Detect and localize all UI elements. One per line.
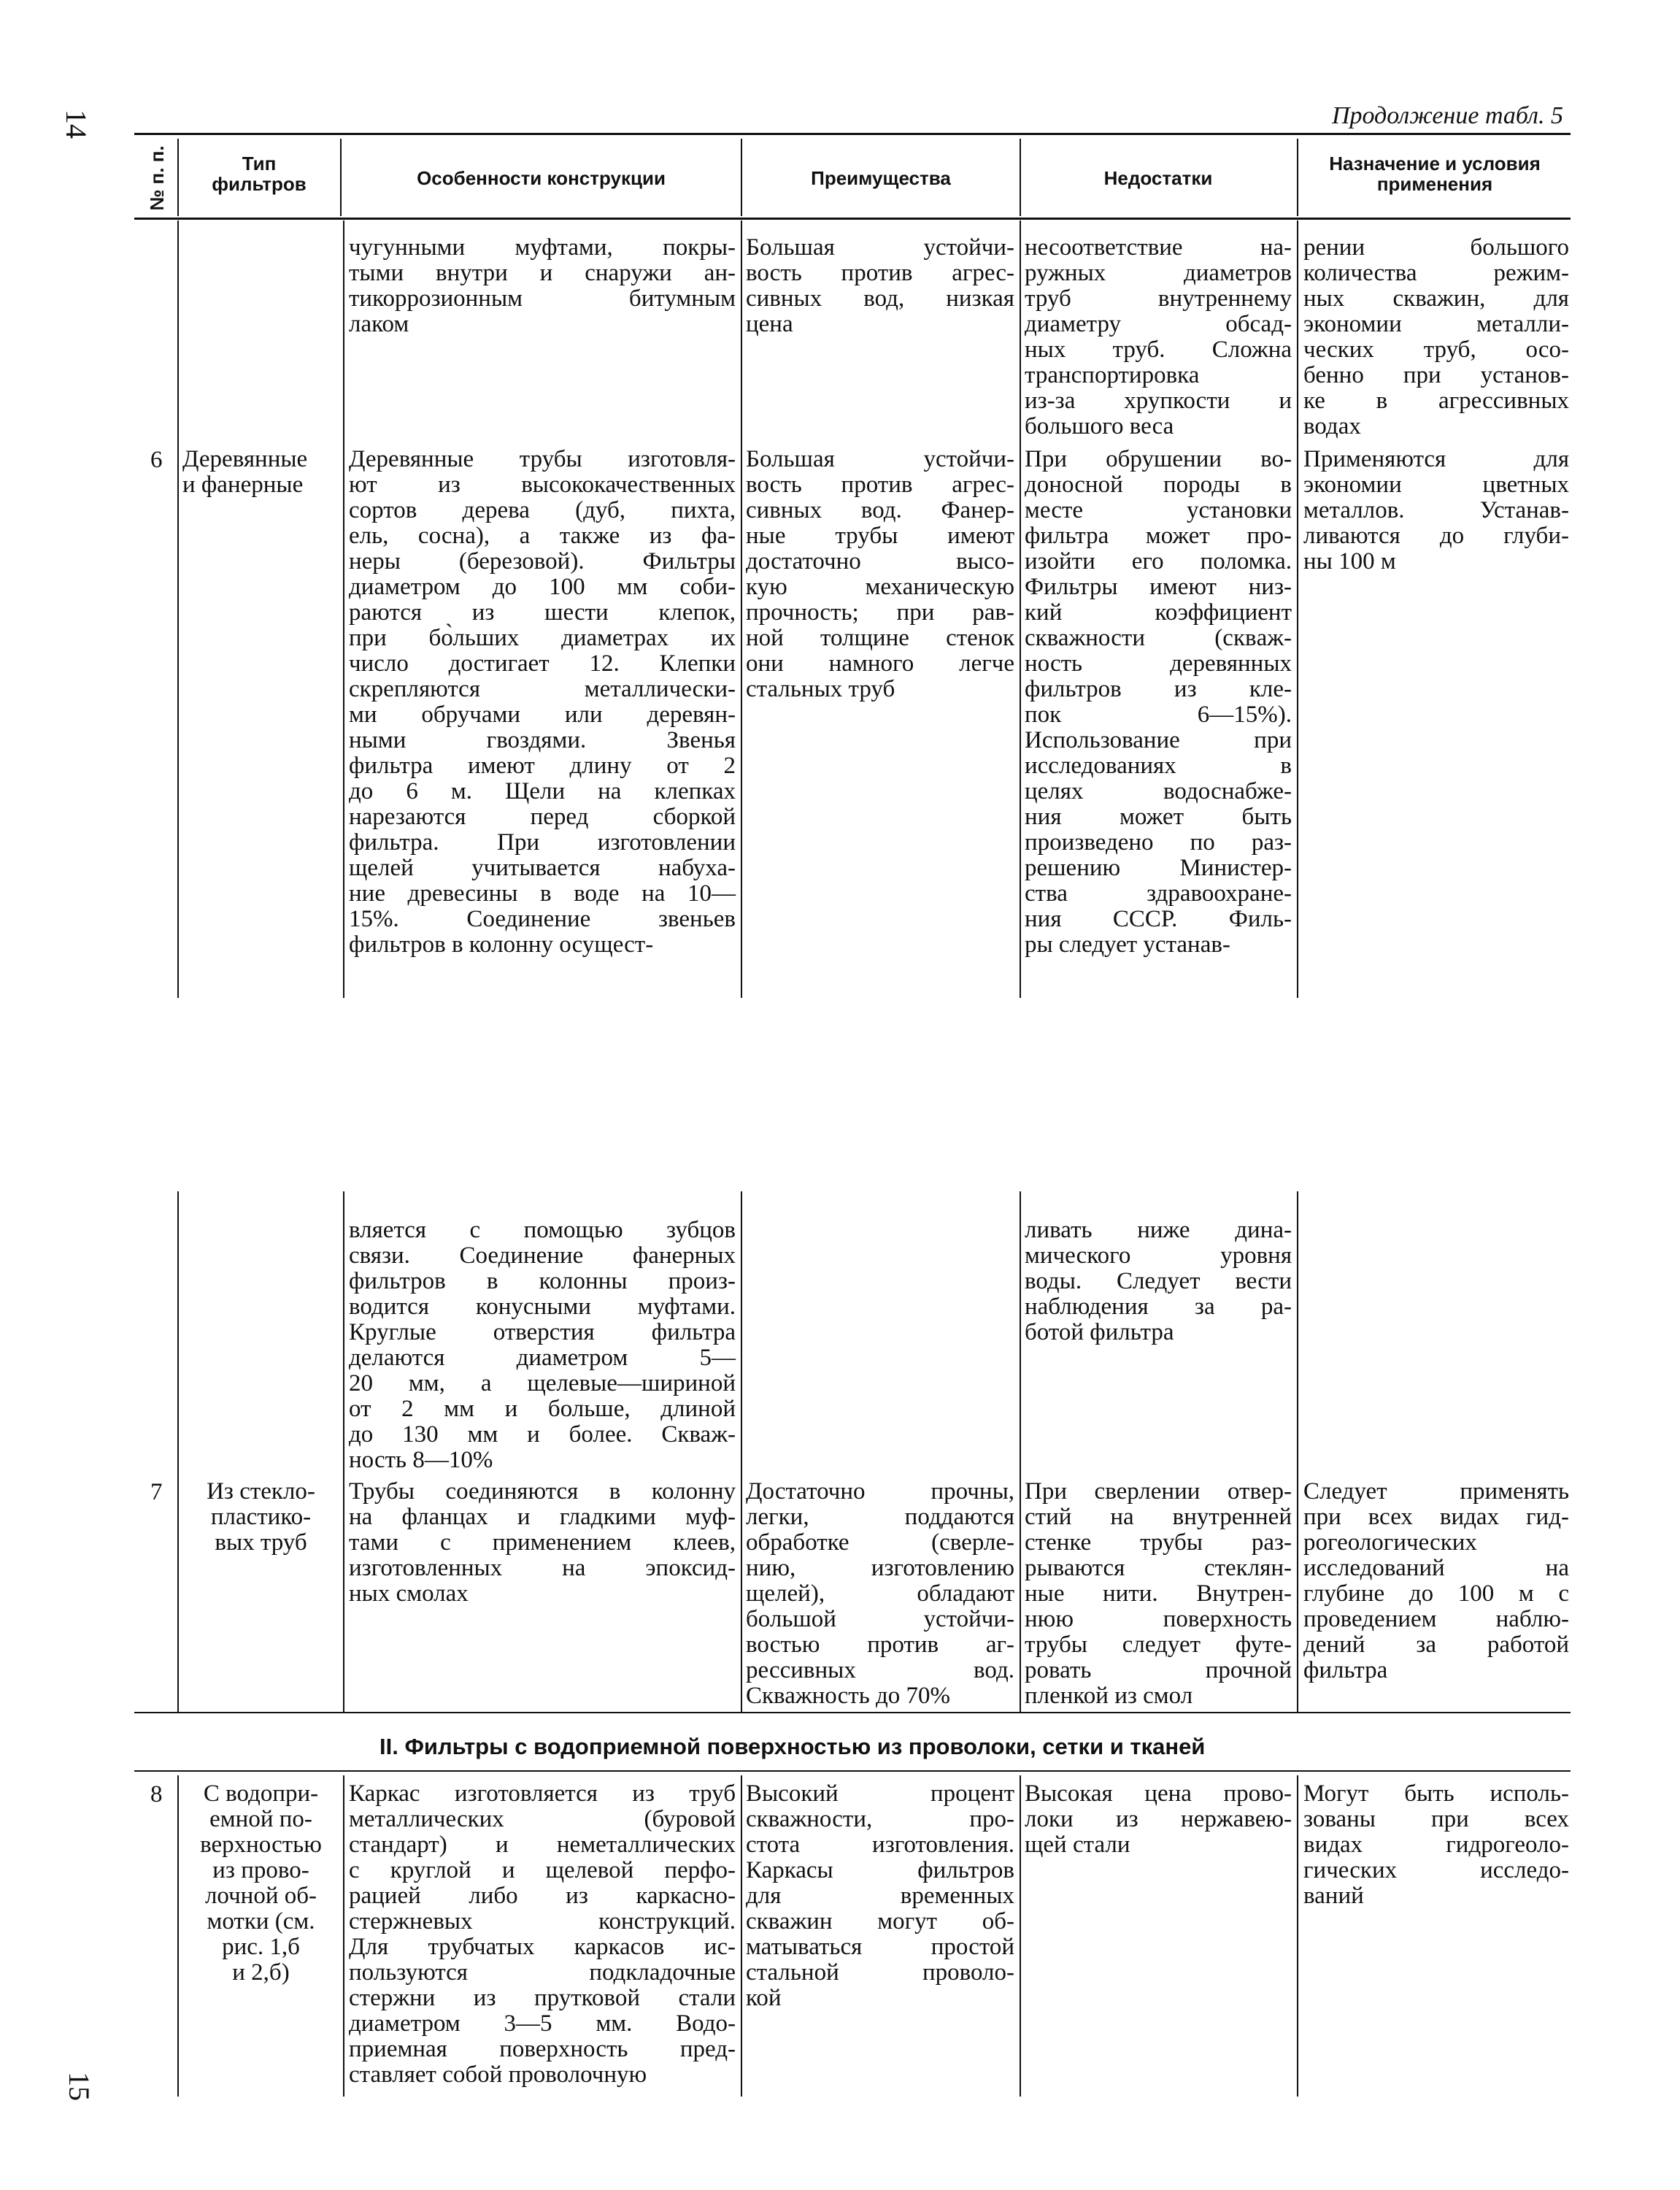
- cell-line: ны 100 м: [1303, 548, 1396, 575]
- cell-line: дений за работой: [1303, 1632, 1569, 1658]
- cell-line: экономии цветных: [1303, 472, 1569, 498]
- cell-line: ливаются до глуби-: [1303, 523, 1569, 549]
- cell-line: Достаточно прочны,: [746, 1478, 1014, 1505]
- cell-line: металлических (буровой: [349, 1806, 736, 1832]
- cell-line: приемная поверхность пред-: [349, 2036, 736, 2062]
- cell-line: ства здравоохране-: [1025, 880, 1292, 907]
- cell-line: фильтра: [1303, 1657, 1388, 1683]
- cell-line: цена: [746, 311, 793, 337]
- cell-line: щелей учитывается набуха-: [349, 855, 736, 881]
- row7-features: [349, 1479, 736, 1607]
- header-divider: [340, 139, 342, 216]
- cell-line: диаметром 3—5 мм. Водо-: [349, 2010, 736, 2037]
- cell-line: ель, сосна), а также из фа-: [349, 523, 736, 549]
- cell-line: при всех видах гид-: [1303, 1504, 1569, 1530]
- cell-line: стий на внутренней: [1025, 1504, 1292, 1530]
- cell-line: ными гвоздями. Звенья: [349, 727, 736, 753]
- cell-line: При сверлении отвер-: [1025, 1478, 1292, 1505]
- header-type-text: Тип фильтров: [212, 153, 307, 195]
- cell-line: ют из высококачественных: [349, 472, 736, 498]
- cell-line: скважности, про-: [746, 1806, 1014, 1832]
- col-line: [741, 1191, 742, 1713]
- cell-line: Скважность до 70%: [746, 1683, 951, 1709]
- cell-line: рогеологических: [1303, 1529, 1477, 1556]
- cell-line: кой: [746, 1985, 782, 2011]
- cell-line: вость против агрес-: [746, 260, 1014, 286]
- cell-line: Большая устойчи-: [746, 234, 1014, 261]
- cell-line: количества режим-: [1303, 260, 1569, 286]
- cell-line: зованы при всех: [1303, 1806, 1569, 1832]
- cell-line: ной толщине стенок: [746, 625, 1014, 651]
- cell-line: при бо̀льших диаметрах их: [349, 625, 736, 651]
- cell-line: ные нити. Внутрен-: [1025, 1580, 1292, 1607]
- cell-line: раются из шести клепок,: [349, 599, 736, 626]
- cell-line: рацией либо из каркасно-: [349, 1883, 736, 1909]
- cell-line: рессивных вод.: [746, 1657, 1014, 1683]
- cell-line: изойти его поломка.: [1025, 548, 1292, 575]
- cell-line: чугунными муфтами, покры-: [349, 234, 736, 261]
- cell-line: доносной породы в: [1025, 472, 1292, 498]
- cell-line: металлов. Устанав-: [1303, 497, 1569, 523]
- cell-line: большого веса: [1025, 413, 1174, 439]
- cell-line: водится конусными муфтами.: [349, 1294, 736, 1320]
- cell-line: Высокий процент: [746, 1780, 1014, 1807]
- cell-line: бенно при установ-: [1303, 362, 1569, 388]
- col-line: [343, 1191, 344, 1713]
- cell-line: ливать ниже дина-: [1025, 1217, 1292, 1243]
- col-line: [1020, 1775, 1021, 2097]
- cell-line: труб внутреннему: [1025, 285, 1292, 312]
- col-line: [1020, 220, 1021, 998]
- row6-number: 6: [150, 447, 163, 473]
- cell-line: изготовленных на эпоксид-: [349, 1555, 736, 1581]
- row6-type: [182, 447, 339, 498]
- cell-line: Каркас изготовляется из труб: [349, 1780, 736, 1807]
- header-features: Особенности конструкции: [417, 167, 666, 189]
- col-line: [741, 220, 742, 998]
- cell-line: целях водоснабже-: [1025, 778, 1292, 804]
- block2-features: [349, 1218, 736, 1473]
- block2-disadvantages: [1025, 1218, 1292, 1345]
- cell-line: 15%. Соединение звеньев: [349, 906, 736, 932]
- header-divider: [741, 139, 742, 216]
- cell-line: кую механическую: [746, 574, 1014, 600]
- row8-number: 8: [150, 1781, 163, 1807]
- section-bottom-rule: [134, 1712, 1571, 1713]
- header-num: № п. п.: [146, 145, 168, 211]
- cell-line: мотки (см.: [207, 1908, 315, 1934]
- cell-line: диаметром до 100 мм соби-: [349, 574, 736, 600]
- block1-disadvantages: [1025, 235, 1292, 439]
- cell-line: достаточно высо-: [746, 548, 1014, 575]
- col-line: [177, 1775, 179, 2097]
- cell-line: нюю поверхность: [1025, 1606, 1292, 1632]
- cell-line: ние древесины в воде на 10—: [349, 880, 736, 907]
- cell-line: Каркасы фильтров: [746, 1857, 1014, 1883]
- cell-line: Высокая цена прово-: [1025, 1780, 1292, 1807]
- row8-features: [349, 1781, 736, 2088]
- header-bottom-rule: [134, 218, 1571, 220]
- header-top-rule: [134, 133, 1571, 135]
- cell-line: матываться простой: [746, 1934, 1014, 1960]
- cell-line: глубине до 100 м с: [1303, 1580, 1569, 1607]
- col-line: [1297, 1191, 1298, 1713]
- cell-line: ния может быть: [1025, 804, 1292, 830]
- cell-line: Из стекло-: [207, 1478, 315, 1505]
- cell-line: ми обручами или деревян-: [349, 702, 736, 728]
- cell-line: Использование при: [1025, 727, 1292, 753]
- cell-line: Круглые отверстия фильтра: [349, 1319, 736, 1345]
- cell-line: стальной проволо-: [746, 1959, 1014, 1986]
- row7-number: 7: [150, 1479, 163, 1505]
- cell-line: решению Министер-: [1025, 855, 1292, 881]
- cell-line: ке в агрессивных: [1303, 388, 1569, 414]
- cell-line: локи из нержавею-: [1025, 1806, 1292, 1832]
- cell-line: тыми внутри и снаружи ан-: [349, 260, 736, 286]
- cell-line: ровать прочной: [1025, 1657, 1292, 1683]
- section-top-rule: [134, 1770, 1571, 1772]
- cell-line: ность деревянных: [1025, 650, 1292, 677]
- cell-line: При обрушении во-: [1025, 446, 1292, 472]
- cell-line: ружных диаметров: [1025, 260, 1292, 286]
- cell-line: рываются стеклян-: [1025, 1555, 1292, 1581]
- cell-line: лочной об-: [204, 1883, 317, 1909]
- cell-line: Следует применять: [1303, 1478, 1569, 1505]
- col-line: [343, 1775, 344, 2097]
- col-line: [177, 1191, 179, 1713]
- cell-line: произведено по раз-: [1025, 829, 1292, 856]
- cell-line: нарезаются перед сборкой: [349, 804, 736, 830]
- col-line: [177, 220, 179, 998]
- col-line: [343, 220, 344, 998]
- cell-line: С водопри-: [203, 1780, 319, 1807]
- cell-line: легки, поддаются: [746, 1504, 1014, 1530]
- cell-line: тикоррозионным битумным: [349, 285, 736, 312]
- cell-line: связи. Соединение фанерных: [349, 1242, 736, 1269]
- cell-line: и фанерные: [182, 472, 304, 498]
- row7-disadvantages: [1025, 1479, 1292, 1709]
- cell-line: и 2,б): [232, 1959, 290, 1986]
- cell-line: транспортировка: [1025, 362, 1200, 388]
- cell-line: из прово-: [212, 1857, 309, 1883]
- cell-line: скважности (сквaж-: [1025, 625, 1292, 651]
- cell-line: от 2 мм и больше, длиной: [349, 1396, 736, 1422]
- cell-line: ных труб. Сложна: [1025, 337, 1292, 363]
- cell-line: трубы следует футе-: [1025, 1632, 1292, 1658]
- header-divider: [1020, 139, 1021, 216]
- header-advantages: Преимущества: [811, 167, 951, 189]
- cell-line: исследованиях в: [1025, 753, 1292, 779]
- cell-line: фильтра может про-: [1025, 523, 1292, 549]
- cell-line: стержневых конструкций.: [349, 1908, 736, 1934]
- cell-line: нию, изготовлению: [746, 1555, 1014, 1581]
- cell-line: щелей), обладают: [746, 1580, 1014, 1607]
- block1-purpose: [1303, 235, 1569, 439]
- cell-line: стенке трубы раз-: [1025, 1529, 1292, 1556]
- row8-disadvantages: [1025, 1781, 1292, 1858]
- cell-line: стальных труб: [746, 676, 895, 702]
- col-line: [741, 1775, 742, 2097]
- cell-line: водах: [1303, 413, 1361, 439]
- cell-line: стержни из прутковой стали: [349, 1985, 736, 2011]
- cell-line: ставляет собой проволочную: [349, 2062, 647, 2088]
- cell-line: до 6 м. Щели на клепках: [349, 778, 736, 804]
- cell-line: щей стали: [1025, 1832, 1130, 1858]
- cell-line: Деревянные трубы изготовля-: [349, 446, 736, 472]
- cell-line: они намного легче: [746, 650, 1014, 677]
- cell-line: несоответствие на-: [1025, 234, 1292, 261]
- cell-line: тами с применением клеев,: [349, 1529, 736, 1556]
- row8-purpose: [1303, 1781, 1569, 1909]
- cell-line: ры следует устанав-: [1025, 931, 1230, 958]
- header-divider: [177, 139, 179, 216]
- cell-line: ния СССР. Филь-: [1025, 906, 1292, 932]
- col-line: [1020, 1191, 1021, 1713]
- cell-line: для временных: [746, 1883, 1014, 1909]
- cell-line: пленкой из смол: [1025, 1683, 1193, 1709]
- cell-line: вляется с помощью зубцов: [349, 1217, 736, 1243]
- row6-advantages: [746, 447, 1014, 702]
- header-type: [182, 153, 336, 194]
- cell-line: фильтров в колонны произ-: [349, 1268, 736, 1294]
- cell-line: сивных вод, низкая: [746, 285, 1014, 312]
- cell-line: Для трубчатых каркасов ис-: [349, 1934, 736, 1960]
- row8-type: [182, 1781, 339, 1986]
- row6-purpose: [1303, 447, 1569, 575]
- cell-line: экономии металли-: [1303, 311, 1569, 337]
- cell-line: 20 мм, а щелевые—шириной: [349, 1370, 736, 1396]
- cell-line: неры (березовой). Фильтры: [349, 548, 736, 575]
- cell-line: ческих труб, осо-: [1303, 337, 1569, 363]
- cell-line: Фильтры имеют низ-: [1025, 574, 1292, 600]
- cell-line: ных смолах: [349, 1580, 469, 1607]
- cell-line: ботой фильтра: [1025, 1319, 1174, 1345]
- cell-line: видах гидрогеоло-: [1303, 1832, 1569, 1858]
- cell-line: скважин могут об-: [746, 1908, 1014, 1934]
- cell-line: рис. 1,б: [222, 1934, 300, 1960]
- cell-line: вость против агрес-: [746, 472, 1014, 498]
- cell-line: число достигает 12. Клепки: [349, 650, 736, 677]
- row7-purpose: [1303, 1479, 1569, 1683]
- block1-features: [349, 235, 736, 337]
- row7-advantages: [746, 1479, 1014, 1709]
- cell-line: ность 8—10%: [349, 1447, 493, 1473]
- cell-line: мического уровня: [1025, 1242, 1292, 1269]
- cell-line: лаком: [349, 311, 409, 337]
- cell-line: делаются диаметром 5—: [349, 1345, 736, 1371]
- page-number-bottom: 15: [63, 2072, 96, 2101]
- section-title: II. Фильтры с водоприемной поверхностью из проволоки, сетки и тканей: [379, 1734, 1206, 1759]
- cell-line: месте установки: [1025, 497, 1292, 523]
- cell-line: рении большого: [1303, 234, 1569, 261]
- cell-line: наблюдения за ра-: [1025, 1294, 1292, 1320]
- cell-line: стандарт) и неметаллических: [349, 1832, 736, 1858]
- cell-line: сивных вод. Фанер-: [746, 497, 1014, 523]
- cell-line: ных скважин, для: [1303, 285, 1569, 312]
- cell-line: фильтра. При изготовлении: [349, 829, 736, 856]
- cell-line: на фланцах и гладкими муф-: [349, 1504, 736, 1530]
- row7-type: [182, 1479, 339, 1556]
- cell-line: с круглой и щелевой перфо-: [349, 1857, 736, 1883]
- header-disadvantages: Недостатки: [1103, 167, 1213, 189]
- cell-line: Деревянные: [182, 446, 308, 472]
- cell-line: фильтров из кле-: [1025, 676, 1292, 702]
- cell-line: до 130 мм и более. Скваж-: [349, 1421, 736, 1448]
- cell-line: Могут быть исполь-: [1303, 1780, 1569, 1807]
- header-divider: [1297, 139, 1298, 216]
- cell-line: емной по-: [209, 1806, 312, 1832]
- row6-disadvantages: [1025, 447, 1292, 958]
- cell-line: кий коэффициент: [1025, 599, 1292, 626]
- cell-line: Применяются для: [1303, 446, 1569, 472]
- page-number-left: 14: [60, 110, 93, 139]
- cell-line: Трубы соединяются в колонну: [349, 1478, 736, 1505]
- cell-line: гических исследо-: [1303, 1857, 1569, 1883]
- row8-advantages: [746, 1781, 1014, 2011]
- cell-line: вых труб: [215, 1529, 307, 1556]
- cell-line: сортов дерева (дуб, пихта,: [349, 497, 736, 523]
- cell-line: ные трубы имеют: [746, 523, 1014, 549]
- continuation-caption: Продолжение табл. 5: [1331, 102, 1563, 129]
- cell-line: воды. Следует вести: [1025, 1268, 1292, 1294]
- cell-line: обработке (сверле-: [746, 1529, 1014, 1556]
- cell-line: скрепляются металлически-: [349, 676, 736, 702]
- cell-line: востью против аг-: [746, 1632, 1014, 1658]
- block1-advantages: [746, 235, 1014, 337]
- header-purpose: Назначение и условия применения: [1329, 153, 1541, 195]
- col-line: [1297, 1775, 1298, 2097]
- cell-line: пок 6—15%).: [1025, 702, 1292, 728]
- row6-features: [349, 447, 736, 958]
- cell-line: фильтра имеют длину от 2: [349, 753, 736, 779]
- cell-line: проведением наблю-: [1303, 1606, 1569, 1632]
- cell-line: прочность; при рав-: [746, 599, 1014, 626]
- cell-line: стота изготовления.: [746, 1832, 1014, 1858]
- cell-line: большой устойчи-: [746, 1606, 1014, 1632]
- cell-line: Большая устойчи-: [746, 446, 1014, 472]
- cell-line: пластико-: [210, 1504, 312, 1530]
- cell-line: исследований на: [1303, 1555, 1569, 1581]
- cell-line: пользуются подкладочные: [349, 1959, 736, 1986]
- cell-line: верхностью: [200, 1832, 322, 1858]
- col-line: [1297, 220, 1298, 998]
- cell-line: диаметру обсад-: [1025, 311, 1292, 337]
- cell-line: ваний: [1303, 1883, 1364, 1909]
- cell-line: из-за хрупкости и: [1025, 388, 1292, 414]
- cell-line: фильтров в колонну осущест-: [349, 931, 654, 958]
